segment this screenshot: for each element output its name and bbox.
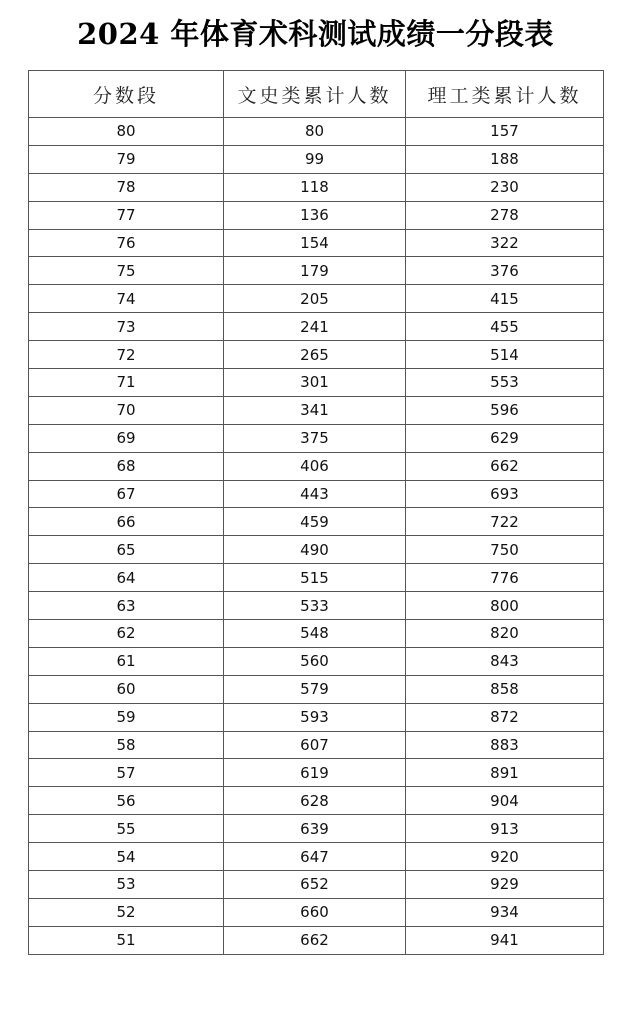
cell-arts-cumulative: 619 (224, 759, 406, 787)
table-row (29, 341, 604, 369)
table-row (29, 592, 604, 620)
cell-arts-cumulative: 241 (224, 313, 406, 341)
cell-arts-cumulative: 136 (224, 201, 406, 229)
table-row (29, 145, 604, 173)
cell-science-cumulative: 858 (406, 675, 604, 703)
cell-science-cumulative: 891 (406, 759, 604, 787)
table-row (29, 201, 604, 229)
cell-science-cumulative: 230 (406, 173, 604, 201)
cell-science-cumulative: 415 (406, 285, 604, 313)
table-row (29, 396, 604, 424)
header-science-cumulative: 理工类累计人数 (406, 71, 604, 118)
cell-arts-cumulative: 647 (224, 843, 406, 871)
cell-science-cumulative: 934 (406, 898, 604, 926)
cell-science-cumulative: 188 (406, 145, 604, 173)
cell-score-band: 75 (29, 257, 224, 285)
cell-arts-cumulative: 301 (224, 369, 406, 397)
cell-score-band: 60 (29, 675, 224, 703)
cell-score-band: 56 (29, 787, 224, 815)
cell-score-band: 73 (29, 313, 224, 341)
cell-score-band: 69 (29, 424, 224, 452)
cell-arts-cumulative: 593 (224, 703, 406, 731)
cell-score-band: 66 (29, 508, 224, 536)
table-row (29, 452, 604, 480)
cell-score-band: 55 (29, 815, 224, 843)
table-row (29, 369, 604, 397)
cell-arts-cumulative: 459 (224, 508, 406, 536)
table-row (29, 536, 604, 564)
table-row (29, 620, 604, 648)
cell-arts-cumulative: 490 (224, 536, 406, 564)
cell-science-cumulative: 596 (406, 396, 604, 424)
cell-science-cumulative: 750 (406, 536, 604, 564)
cell-score-band: 76 (29, 229, 224, 257)
cell-arts-cumulative: 560 (224, 647, 406, 675)
table-row (29, 229, 604, 257)
table-row (29, 871, 604, 899)
table-row (29, 703, 604, 731)
cell-arts-cumulative: 205 (224, 285, 406, 313)
table-row (29, 759, 604, 787)
cell-science-cumulative: 553 (406, 369, 604, 397)
table-row (29, 815, 604, 843)
table-row (29, 898, 604, 926)
table-header-row (29, 71, 604, 118)
cell-score-band: 51 (29, 926, 224, 954)
table-row (29, 564, 604, 592)
header-arts-cumulative: 文史类累计人数 (224, 71, 406, 118)
cell-arts-cumulative: 406 (224, 452, 406, 480)
cell-score-band: 61 (29, 647, 224, 675)
cell-score-band: 72 (29, 341, 224, 369)
cell-score-band: 80 (29, 118, 224, 146)
table-row (29, 173, 604, 201)
cell-arts-cumulative: 548 (224, 620, 406, 648)
cell-score-band: 52 (29, 898, 224, 926)
cell-score-band: 71 (29, 369, 224, 397)
table-row (29, 731, 604, 759)
table-row (29, 843, 604, 871)
table-row (29, 313, 604, 341)
table-row (29, 787, 604, 815)
cell-science-cumulative: 843 (406, 647, 604, 675)
score-table (28, 70, 604, 955)
table-row (29, 480, 604, 508)
table-row (29, 118, 604, 146)
cell-arts-cumulative: 443 (224, 480, 406, 508)
table-row (29, 424, 604, 452)
cell-arts-cumulative: 375 (224, 424, 406, 452)
cell-science-cumulative: 278 (406, 201, 604, 229)
cell-science-cumulative: 920 (406, 843, 604, 871)
cell-arts-cumulative: 265 (224, 341, 406, 369)
cell-science-cumulative: 820 (406, 620, 604, 648)
cell-arts-cumulative: 662 (224, 926, 406, 954)
page-title: 2024 年体育术科测试成绩一分段表 (77, 17, 554, 51)
cell-score-band: 67 (29, 480, 224, 508)
table-row (29, 926, 604, 954)
cell-arts-cumulative: 99 (224, 145, 406, 173)
cell-score-band: 54 (29, 843, 224, 871)
cell-score-band: 77 (29, 201, 224, 229)
cell-science-cumulative: 800 (406, 592, 604, 620)
cell-science-cumulative: 883 (406, 731, 604, 759)
cell-score-band: 59 (29, 703, 224, 731)
table-row (29, 285, 604, 313)
cell-science-cumulative: 322 (406, 229, 604, 257)
cell-arts-cumulative: 660 (224, 898, 406, 926)
table-body (29, 118, 604, 955)
cell-arts-cumulative: 607 (224, 731, 406, 759)
cell-science-cumulative: 693 (406, 480, 604, 508)
table-row (29, 647, 604, 675)
cell-arts-cumulative: 579 (224, 675, 406, 703)
cell-arts-cumulative: 652 (224, 871, 406, 899)
cell-score-band: 79 (29, 145, 224, 173)
cell-score-band: 58 (29, 731, 224, 759)
header-score-band: 分数段 (29, 71, 224, 118)
cell-arts-cumulative: 515 (224, 564, 406, 592)
cell-score-band: 70 (29, 396, 224, 424)
cell-science-cumulative: 662 (406, 452, 604, 480)
cell-score-band: 57 (29, 759, 224, 787)
cell-arts-cumulative: 341 (224, 396, 406, 424)
cell-score-band: 78 (29, 173, 224, 201)
cell-science-cumulative: 913 (406, 815, 604, 843)
table-row (29, 257, 604, 285)
cell-science-cumulative: 455 (406, 313, 604, 341)
cell-arts-cumulative: 628 (224, 787, 406, 815)
cell-arts-cumulative: 533 (224, 592, 406, 620)
cell-science-cumulative: 776 (406, 564, 604, 592)
cell-science-cumulative: 929 (406, 871, 604, 899)
cell-score-band: 65 (29, 536, 224, 564)
cell-arts-cumulative: 154 (224, 229, 406, 257)
cell-science-cumulative: 941 (406, 926, 604, 954)
cell-score-band: 74 (29, 285, 224, 313)
cell-arts-cumulative: 118 (224, 173, 406, 201)
cell-score-band: 62 (29, 620, 224, 648)
cell-score-band: 63 (29, 592, 224, 620)
cell-science-cumulative: 722 (406, 508, 604, 536)
cell-science-cumulative: 872 (406, 703, 604, 731)
cell-score-band: 64 (29, 564, 224, 592)
table-row (29, 675, 604, 703)
cell-arts-cumulative: 179 (224, 257, 406, 285)
cell-science-cumulative: 376 (406, 257, 604, 285)
cell-score-band: 53 (29, 871, 224, 899)
cell-score-band: 68 (29, 452, 224, 480)
cell-science-cumulative: 514 (406, 341, 604, 369)
table-row (29, 508, 604, 536)
cell-science-cumulative: 629 (406, 424, 604, 452)
cell-arts-cumulative: 639 (224, 815, 406, 843)
cell-science-cumulative: 904 (406, 787, 604, 815)
cell-science-cumulative: 157 (406, 118, 604, 146)
cell-arts-cumulative: 80 (224, 118, 406, 146)
